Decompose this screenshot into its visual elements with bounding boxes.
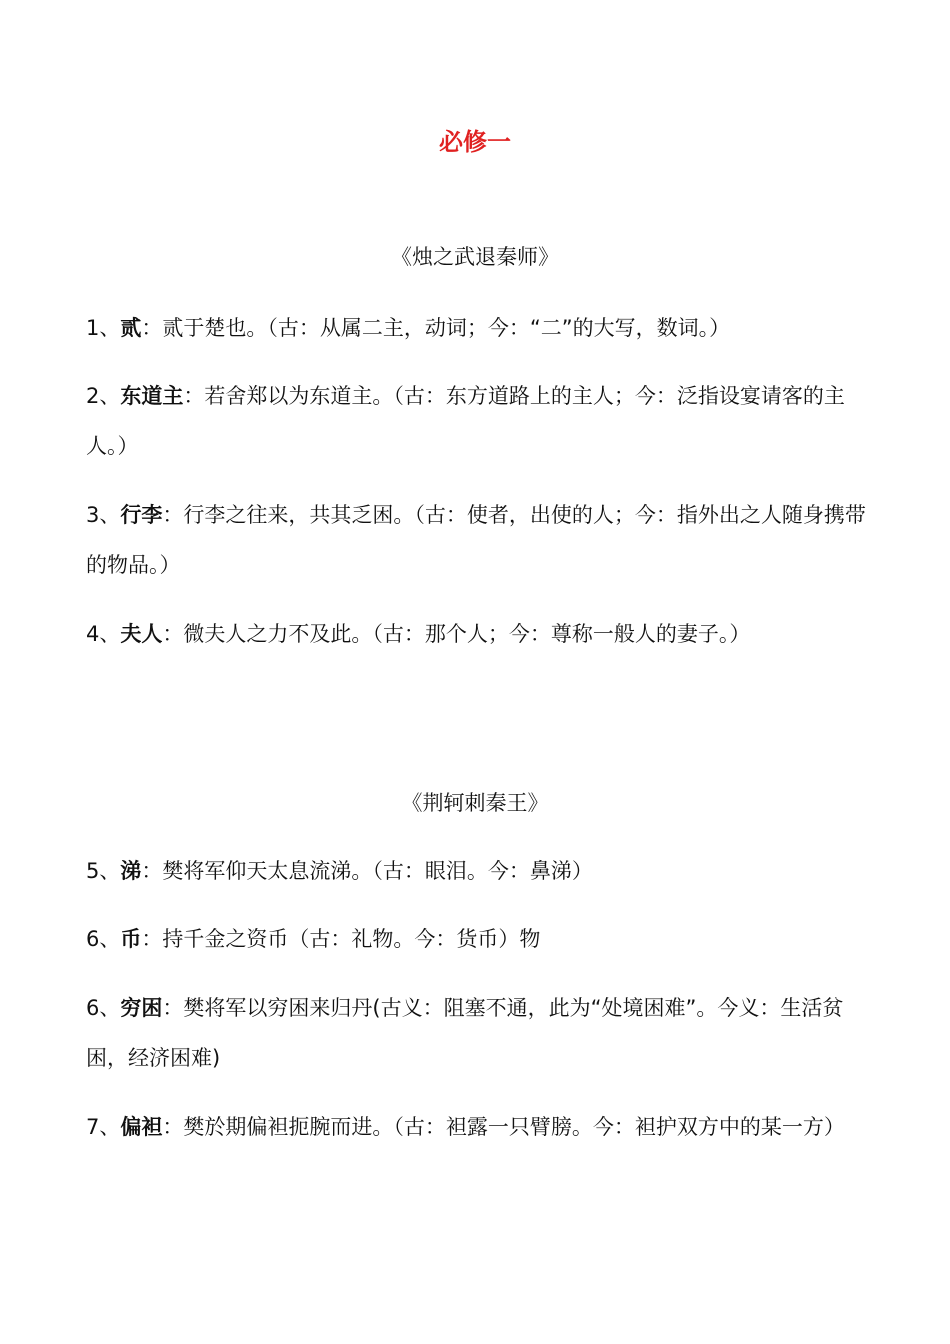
- list-item: [86, 1102, 868, 1152]
- page-title: 必修一: [439, 128, 511, 156]
- item-number: 6、: [86, 996, 121, 1020]
- item-body: ：樊将军仰天太息流涕。（古：眼泪。今：鼻涕）: [141, 859, 593, 883]
- item-term: 涕: [120, 859, 142, 883]
- item-number: 2、: [86, 384, 121, 408]
- item-term: 偏袒: [120, 1115, 163, 1139]
- item-body: ：樊於期偏袒扼腕而进。（古：袒露一只臂膀。今：袒护双方中的某一方）: [162, 1115, 845, 1139]
- item-term: 东道主: [120, 384, 184, 408]
- list-item: [86, 371, 868, 471]
- item-term: 贰: [120, 316, 142, 340]
- section-heading: 《烛之武退秦师》: [391, 245, 559, 269]
- item-number: 4、: [86, 622, 121, 646]
- item-number: 6、: [86, 927, 121, 951]
- item-body: ：持千金之资币（古：礼物。今：货币）物: [141, 927, 541, 951]
- item-body: ：微夫人之力不及此。（古：那个人；今：尊称一般人的妻子。）: [162, 622, 751, 646]
- list-item: [86, 914, 868, 964]
- item-body: ：若舍郑以为东道主。（古：东方道路上的主人；今：泛指设宴请客的主人。）: [86, 384, 845, 458]
- section-heading: 《荆轲刺秦王》: [401, 791, 549, 815]
- list-item: [86, 846, 868, 896]
- item-number: 1、: [86, 316, 121, 340]
- list-item: [86, 490, 868, 590]
- item-term: 穷困: [120, 996, 163, 1020]
- item-term: 夫人: [120, 622, 163, 646]
- list-item: [86, 609, 868, 659]
- list-item: [86, 303, 868, 353]
- item-number: 3、: [86, 503, 121, 527]
- item-body: ：行李之往来，共其乏困。（古：使者，出使的人；今：指外出之人随身携带的物品。）: [86, 503, 866, 577]
- item-term: 币: [120, 927, 142, 951]
- item-term: 行李: [120, 503, 163, 527]
- item-number: 5、: [86, 859, 121, 883]
- item-number: 7、: [86, 1115, 121, 1139]
- item-body: ：樊将军以穷困来归丹(古义：阻塞不通，此为“处境困难”。今义：生活贫困，经济困难): [86, 996, 844, 1070]
- item-body: ：贰于楚也。（古：从属二主，动词；今：“二”的大写，数词。）: [141, 316, 731, 340]
- list-item: [86, 983, 868, 1083]
